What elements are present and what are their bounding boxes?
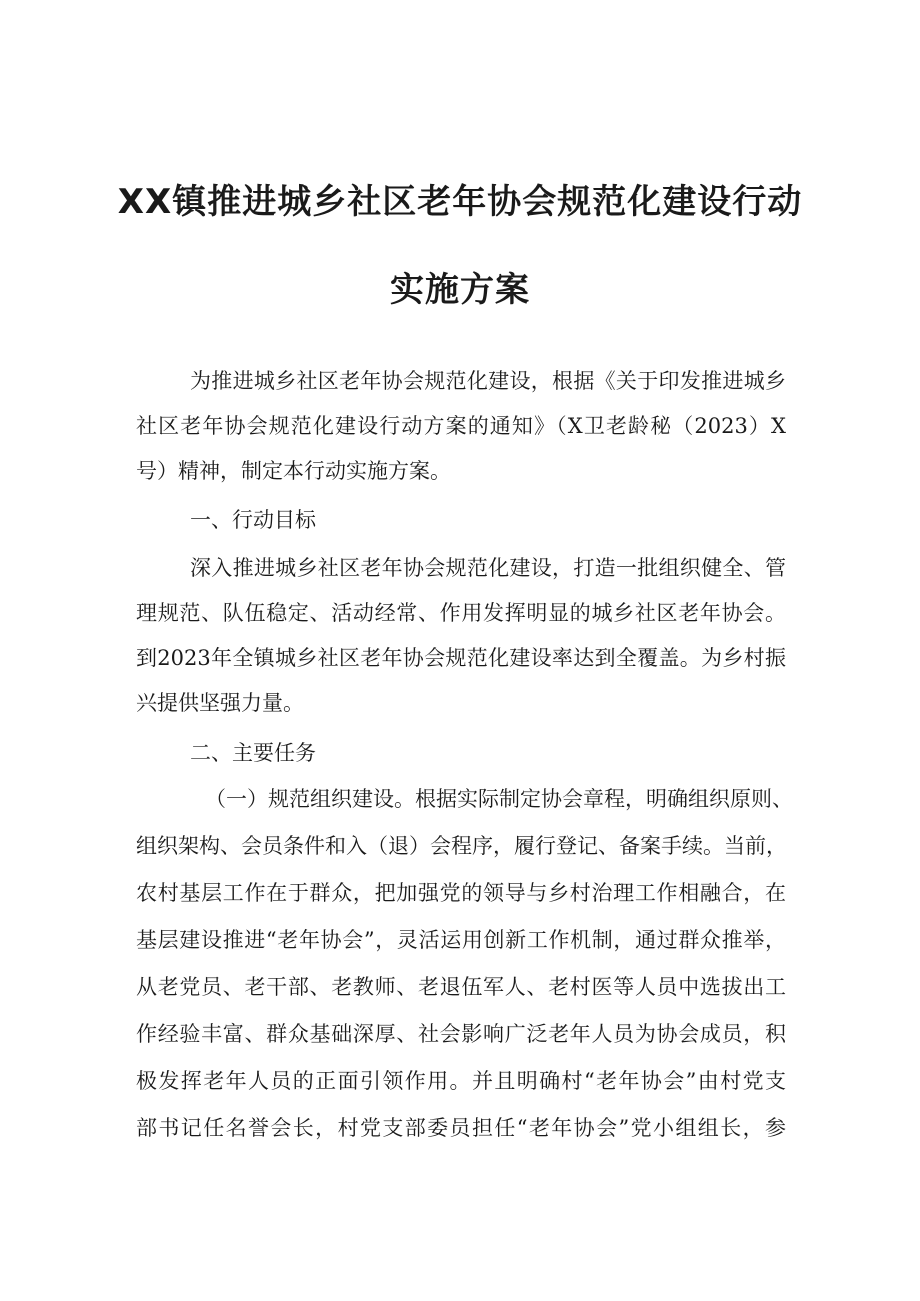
section1-line: 到2023年全镇城乡社区老年协会规范化建设率达到全覆盖。为乡村振 bbox=[136, 646, 786, 670]
section-heading-tasks: 二、主要任务 bbox=[190, 741, 316, 765]
section2-line: 从老党员、老干部、老教师、老退伍军人、老村医等人员中选拔出工 bbox=[136, 975, 786, 999]
section2-line: 组织架构、会员条件和入（退）会程序，履行登记、备案手续。当前， bbox=[136, 834, 787, 858]
section1-line: 兴提供坚强力量。 bbox=[136, 691, 304, 715]
section2-line: 作经验丰富、群众基础深厚、社会影响广泛老年人员为协会成员，积 bbox=[136, 1022, 786, 1046]
document-title-line-2: 实施方案 bbox=[390, 270, 530, 310]
section2-line: 部书记任名誉会长，村党支部委员担任“老年协会”党小组组长，参 bbox=[136, 1116, 786, 1140]
section1-line: 深入推进城乡社区老年协会规范化建设，打造一批组织健全、管 bbox=[190, 556, 786, 580]
intro-line: 社区老年协会规范化建设行动方案的通知》（X卫老龄秘（2023）X bbox=[136, 414, 786, 438]
section2-line: 极发挥老年人员的正面引领作用。并且明确村“老年协会”由村党支 bbox=[136, 1069, 786, 1093]
section2-line: 基层建设推进“老年协会”，灵活运用创新工作机制，通过群众推举， bbox=[136, 928, 786, 952]
section2-line: （一）规范组织建设。根据实际制定协会章程，明确组织原则、 bbox=[205, 787, 793, 811]
section1-line: 理规范、队伍稳定、活动经常、作用发挥明显的城乡社区老年协会。 bbox=[136, 601, 786, 625]
intro-line: 为推进城乡社区老年协会规范化建设，根据《关于印发推进城乡 bbox=[190, 369, 786, 393]
document-title-line-1: XX镇推进城乡社区老年协会规范化建设行动 bbox=[117, 182, 803, 222]
section2-line: 农村基层工作在于群众，把加强党的领导与乡村治理工作相融合，在 bbox=[136, 881, 786, 905]
intro-line: 号）精神，制定本行动实施方案。 bbox=[136, 459, 451, 483]
section-heading-goals: 一、行动目标 bbox=[190, 508, 316, 532]
